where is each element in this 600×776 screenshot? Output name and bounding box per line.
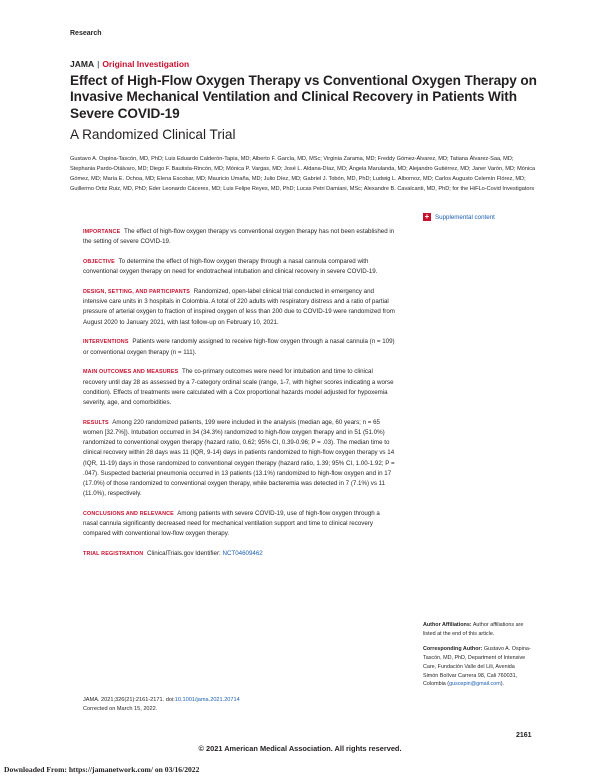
corresponding-end: ). (500, 681, 504, 688)
doi-link[interactable]: 10.1001/jama.2021.20714 (174, 697, 240, 703)
journal-line (70, 59, 189, 69)
abstract-outcomes (83, 367, 395, 408)
abstract-text: Among 220 randomized patients, 199 were included in the analysis (median age, 60 years; n = 65 women [32.7%]). Intubation occurred in 34 (34.3%) randomized to high-flow oxygen therapy and in 51 (51.0%) randomized to conventional oxygen therapy (hazard ratio, 0.62; 95% CI, 0.39-0.96; P = .03). The median time to clinical recovery within 28 days was 11 (IQR, 9-14) days in patients randomized to high-flow oxygen therapy vs 14 (IQR, 11-19) days in those randomized to conventional oxygen therapy (hazard ratio, 1.39; 95% CI, 1.00-1.92; P = .047). Suspected bacterial pneumonia occurred in 13 patients (13.1%) randomized to high-flow oxygen and in 17 (17.0%) of those randomized to conventional oxygen therapy, while bacteremia was detected in 7 (7.1%) vs 11 (11.0%), respectively. (83, 418, 395, 498)
affiliations-text: Author affiliations are listed at the end of this article. (423, 622, 524, 637)
corresponding-author (423, 645, 531, 690)
registration-text: ClinicalTrials.gov Identifier: (147, 550, 221, 558)
journal-separator: | (97, 59, 100, 69)
copyright: © 2021 American Medical Association. All rights reserved. (198, 744, 402, 753)
abstract-heading: CONCLUSIONS AND RELEVANCE (83, 511, 174, 518)
affiliations-label: Author Affiliations: (423, 622, 472, 628)
abstract-text: To determine the effect of high-flow oxygen therapy through a nasal cannula compared with conventional oxygen therapy on need for endotracheal intubation and clinical recovery in severe COVID-19. (83, 258, 378, 276)
citation (83, 696, 240, 714)
abstract-interventions (83, 337, 395, 357)
page-number: 2161 (516, 732, 532, 739)
supplemental-content-link[interactable] (423, 213, 495, 221)
correction-note: Corrected on March 15, 2022. (83, 705, 158, 712)
abstract-design (83, 287, 395, 328)
abstract-heading: INTERVENTIONS (83, 339, 129, 346)
abstract (83, 227, 395, 569)
citation-line (83, 696, 240, 705)
abstract-results (83, 418, 395, 500)
abstract-text: Randomized, open-label clinical trial conducted in emergency and intensive care units in 3 hospitals in Colombia. A total of 220 adults with respiratory distress and a ratio of partial pressure of arterial oxygen to fraction of inspired oxygen of less than 200 due to COVID-19 were randomized from August 2020 to January 2021, with last follow-up on February 10, 2021. (83, 288, 395, 326)
abstract-text: Patients were randomly assigned to receive high-flow oxygen through a nasal cannula (n = 109) or conventional oxygen therapy (n = 111). (83, 338, 395, 356)
abstract-heading: MAIN OUTCOMES AND MEASURES (83, 369, 179, 376)
abstract-text: Among patients with severe COVID-19, use of high-flow oxygen through a nasal cannula significantly decreased need for mechanical ventilation support and time to clinical recovery compared with conventional low-flow oxygen therapy. (83, 510, 380, 538)
article-type: Original Investigation (102, 59, 190, 69)
abstract-registration (83, 549, 395, 559)
abstract-heading: TRIAL REGISTRATION (83, 551, 144, 558)
abstract-heading: OBJECTIVE (83, 259, 115, 265)
abstract-importance (83, 227, 395, 247)
abstract-objective (83, 257, 395, 277)
trial-registration-link[interactable]: NCT04609462 (222, 550, 263, 558)
article-title: Effect of High-Flow Oxygen Therapy vs Conventional Oxygen Therapy on Invasive Mechanical Ventilation and Clinical Recovery in Patients With Severe COVID-19 (70, 73, 537, 121)
abstract-heading: IMPORTANCE (83, 229, 121, 235)
supplemental-label: Supplemental content (435, 213, 495, 221)
citation-text: JAMA. 2021;326(21):2161-2171. doi: (83, 697, 175, 703)
corresponding-email-link[interactable]: gusospin@gmail.com (449, 681, 501, 688)
author-list: Gustavo A. Ospina-Tascón, MD, PhD; Luis Eduardo Calderón-Tapia, MD; Alberto F. García, MD, MSc; Virginia Zarama, MD; Freddy Gómez-Álvarez, MD; Tatiana Álvarez-Saa, MD; Stephania Pardo-Otálvaro, MD; Diego F. Bautista-Rincón, MD; Mónica P. Vargas, MD; José L. Aldana-Díaz, MD; Ángela Marulanda, MD; Alejandro Gutiérrez, MD; Janer Varón, MD; Mónica Gómez, MD; María E. Ochoa, MD; Elena Escobar, MD; Mauricio Umaña, MD; Julio Díez, MD; Gabriel J. Tobón, MD, PhD; Ludwig L. Albornoz, MD; Carlos Augusto Celemín Flórez, MD; Guillermo Ortiz Ruiz, MD, PhD; Eder Leonardo Cáceres, MD; Luis Felipe Reyes, MD, PhD; Lucas Petri Damiani, MSc; Alexandre B. Cavalcanti, MD, PhD; for the HiFLo-Covid Investigators (70, 156, 536, 192)
section-label: Research (70, 30, 102, 37)
corresponding-label: Corresponding Author: (423, 645, 483, 652)
author-affiliations (423, 621, 531, 639)
abstract-text: The co-primary outcomes were need for intubation and time to clinical recovery until day 28 as assessed by a 7-category ordinal scale (range, 1-7, with higher scores indicating a worse condition). Effects of treatments were calculated with a Cox proportional hazards model adjusted for hypoxemia severity, age, and comorbidities. (83, 368, 394, 407)
abstract-conclusions (83, 509, 395, 540)
article-subtitle: A Randomized Clinical Trial (70, 127, 236, 142)
abstract-text: The effect of high-flow oxygen therapy vs conventional oxygen therapy has not been established in the setting of severe COVID-19. (83, 228, 395, 246)
journal-name: JAMA (70, 59, 95, 69)
abstract-heading: RESULTS (83, 419, 109, 426)
abstract-heading: DESIGN, SETTING, AND PARTICIPANTS (83, 289, 190, 295)
download-stamp: Downloaded From: https://jamanetwork.com/ on 03/16/2022 (4, 765, 200, 774)
plus-icon: + (424, 212, 430, 221)
corresponding-text: Gustavo A. Ospina-Tascón, MD, PhD, Department of Intensive Care, Fundación Valle del Lili, Avenida Simón Bolívar Carrera 98, Cali 760031, Colombia ( (423, 645, 531, 688)
affiliations-sidebar (423, 621, 531, 695)
